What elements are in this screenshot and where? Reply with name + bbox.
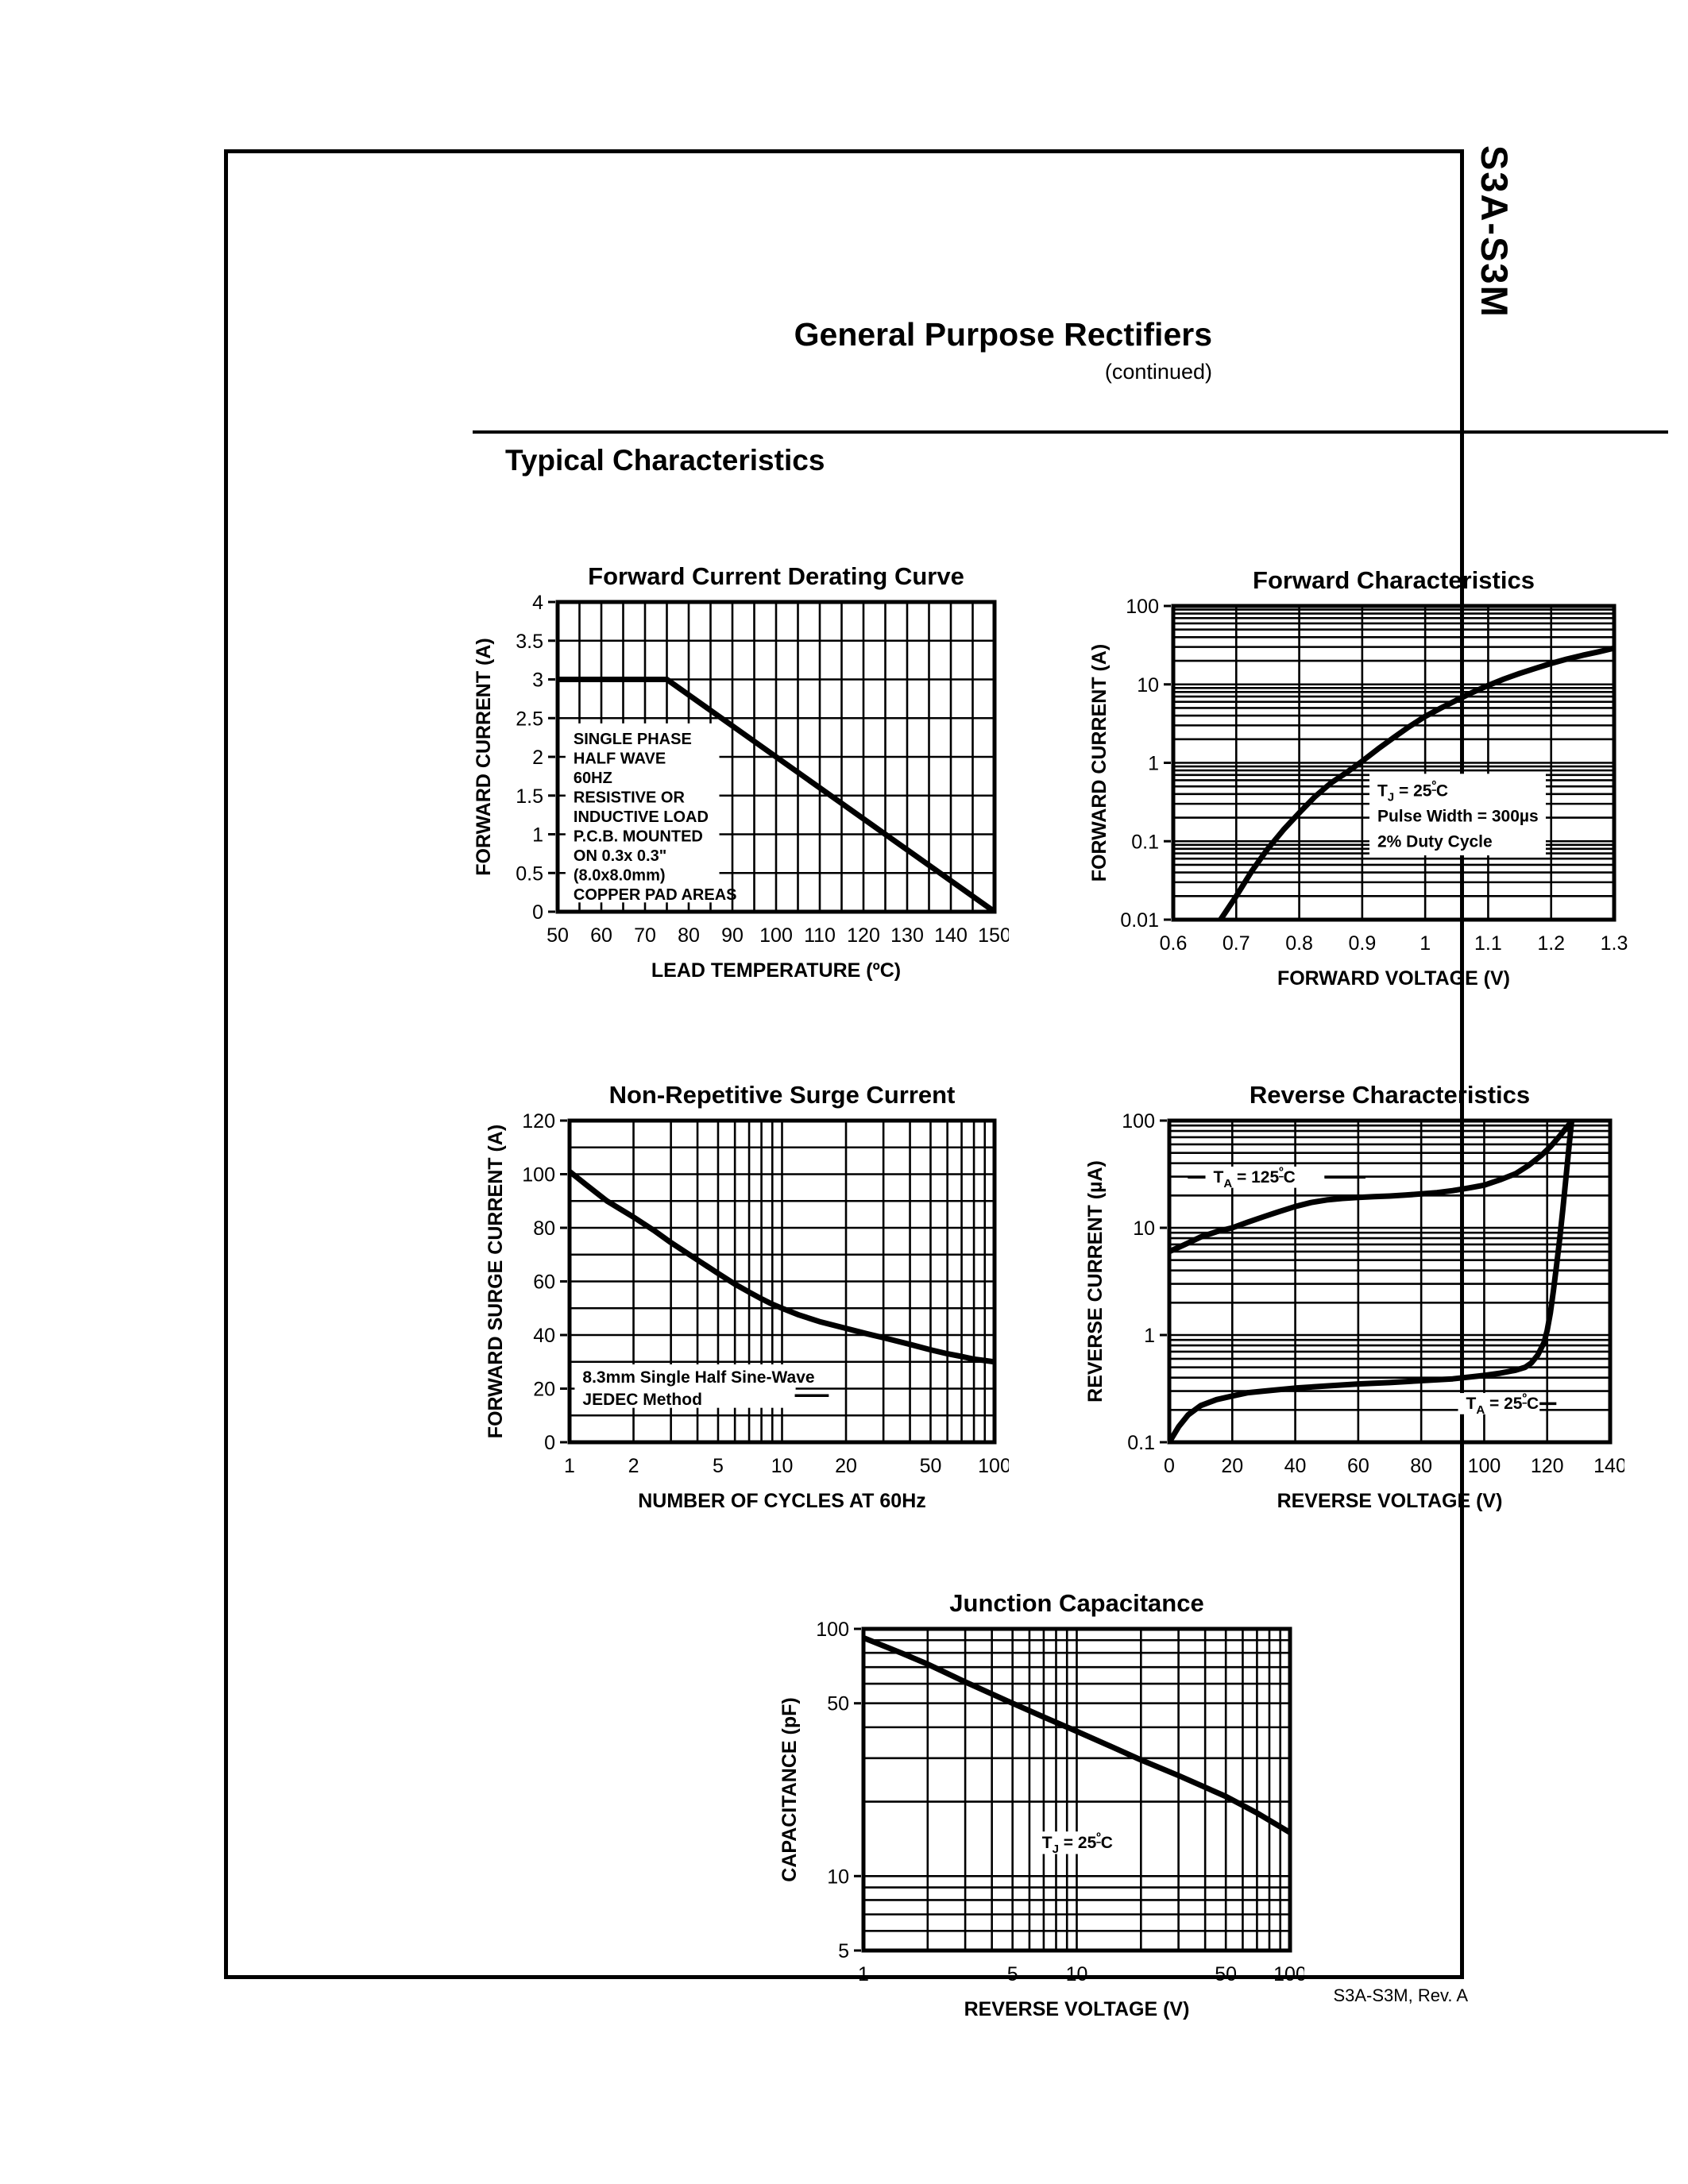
- x-tick-label: 0.8: [1285, 932, 1313, 955]
- x-tick-label: 100: [759, 924, 793, 947]
- annotation-text: P.C.B. MOUNTED: [573, 828, 703, 846]
- annotation-text: HALF WAVE: [573, 750, 666, 768]
- x-tick-label: 40: [1284, 1455, 1307, 1477]
- y-tick-label: 0: [532, 901, 543, 924]
- x-tick-label: 1.2: [1537, 932, 1566, 955]
- x-tick-label: 50: [1215, 1963, 1238, 1985]
- annotation-text: (8.0x8.0mm): [573, 866, 666, 885]
- x-tick-label: 20: [835, 1455, 857, 1477]
- x-tick-label: 0.9: [1348, 932, 1377, 955]
- y-tick-label: 10: [1133, 1217, 1155, 1240]
- annotation-text: 60HZ: [573, 769, 612, 787]
- x-tick-label: 0.7: [1222, 932, 1250, 955]
- y-tick-label: 10: [1137, 673, 1159, 696]
- annotation-text: Pulse Width = 300µs: [1377, 807, 1539, 826]
- annotation-text: $T_A = 125^ºC$: [1213, 1164, 1296, 1190]
- reverse-figure: [1078, 1071, 1624, 1536]
- y-tick-label: 1: [1144, 1325, 1155, 1347]
- x-tick-label: 10: [1065, 1963, 1088, 1985]
- y-tick-label: 3: [532, 669, 543, 692]
- forward-figure: [1082, 557, 1628, 1013]
- x-tick-label: 120: [847, 924, 880, 947]
- x-tick-label: 90: [721, 924, 744, 947]
- x-tick-label: 100: [1467, 1455, 1501, 1477]
- y-tick-label: 80: [533, 1217, 555, 1240]
- chart-title: Junction Capacitance: [949, 1589, 1204, 1617]
- y-tick-label: 100: [522, 1163, 555, 1187]
- header-divider: [473, 430, 1668, 434]
- chart-non-repetitive-surge-current: [478, 1071, 1009, 1536]
- annotation-text: JEDEC Method: [582, 1390, 702, 1409]
- annotation-text: COPPER PAD AREAS: [573, 886, 737, 904]
- x-tick-label: 5: [1006, 1963, 1018, 1985]
- footer-revision-text: S3A-S3M, Rev. A: [1333, 1985, 1468, 2005]
- x-tick-label: 100: [1273, 1963, 1304, 1985]
- y-tick-label: 1: [1148, 752, 1159, 775]
- chart-reverse-characteristics: [1078, 1071, 1624, 1536]
- x-tick-label: 1: [564, 1455, 575, 1477]
- x-tick-label: 60: [590, 924, 612, 947]
- side-part-number-label: S3A-S3M: [1474, 145, 1516, 318]
- page-title: General Purpose Rectifiers: [794, 316, 1212, 353]
- chart-forward-current-derating-curve: [466, 553, 1009, 1005]
- x-tick-label: 60: [1346, 1455, 1369, 1477]
- y-tick-label: 10: [827, 1866, 849, 1889]
- y-tick-label: 4: [532, 592, 543, 614]
- page-subtitle: (continued): [1104, 360, 1212, 384]
- section-title: Typical Characteristics: [505, 444, 825, 477]
- y-axis-label: REVERSE CURRENT (µA): [1084, 1160, 1107, 1403]
- y-tick-label: 0.1: [1131, 831, 1159, 854]
- x-axis-label: LEAD TEMPERATURE (ºC): [651, 959, 902, 982]
- y-axis-label: CAPACITANCE (pF): [778, 1697, 801, 1882]
- chart-title: Reverse Characteristics: [1249, 1081, 1531, 1109]
- surge-figure: [478, 1071, 1009, 1536]
- x-tick-label: 1: [858, 1963, 869, 1985]
- x-tick-label: 80: [678, 924, 700, 947]
- y-tick-label: 2: [532, 747, 543, 769]
- x-tick-label: 0.6: [1159, 932, 1188, 955]
- x-tick-label: 50: [547, 924, 569, 947]
- annotation-text: SINGLE PHASE: [573, 730, 692, 748]
- x-tick-label: 2: [628, 1455, 639, 1477]
- annotation-text: $T_A = 25^ºC$: [1466, 1391, 1539, 1418]
- y-tick-label: 120: [522, 1110, 555, 1133]
- chart-forward-characteristics: [1082, 557, 1628, 1013]
- y-tick-label: 3.5: [516, 630, 543, 653]
- x-axis-label: FORWARD VOLTAGE (V): [1277, 967, 1511, 990]
- x-tick-label: 10: [771, 1455, 794, 1477]
- derating-figure: [466, 553, 1009, 1005]
- annotation-text: INDUCTIVE LOAD: [573, 808, 709, 826]
- x-tick-label: 20: [1221, 1455, 1244, 1477]
- annotation-text: 2% Duty Cycle: [1377, 832, 1493, 851]
- y-tick-label: 100: [816, 1619, 849, 1641]
- y-tick-label: 0.01: [1120, 909, 1159, 932]
- y-tick-label: 0: [544, 1432, 555, 1454]
- x-tick-label: 100: [978, 1455, 1009, 1477]
- x-tick-label: 130: [890, 924, 924, 947]
- y-tick-label: 0.1: [1127, 1432, 1155, 1454]
- y-tick-label: 2.5: [516, 708, 543, 731]
- chart-title: Non-Repetitive Surge Current: [608, 1081, 956, 1109]
- y-axis-label: FORWARD CURRENT (A): [473, 638, 495, 876]
- x-tick-label: 50: [919, 1455, 942, 1477]
- y-tick-label: 60: [533, 1271, 555, 1294]
- chart-title: Forward Characteristics: [1253, 566, 1535, 594]
- x-tick-label: 1: [1420, 932, 1431, 955]
- y-tick-label: 5: [838, 1940, 849, 1962]
- y-tick-label: 40: [533, 1325, 555, 1347]
- y-axis-label: FORWARD CURRENT (A): [1088, 643, 1111, 882]
- capacitance-figure: [772, 1580, 1304, 2044]
- y-tick-label: 100: [1122, 1110, 1155, 1133]
- x-tick-label: 120: [1530, 1455, 1564, 1477]
- x-tick-label: 150: [978, 924, 1009, 947]
- x-tick-label: 0: [1164, 1455, 1175, 1477]
- chart-junction-capacitance: [772, 1580, 1304, 2044]
- annotation-text: 8.3mm Single Half Sine-Wave: [582, 1368, 815, 1387]
- y-axis-label: FORWARD SURGE CURRENT (A): [485, 1124, 507, 1439]
- x-tick-label: 1.3: [1600, 932, 1628, 955]
- x-tick-label: 140: [1593, 1455, 1624, 1477]
- x-tick-label: 70: [634, 924, 656, 947]
- y-tick-label: 1: [532, 824, 543, 847]
- x-tick-label: 140: [934, 924, 968, 947]
- x-tick-label: 1.1: [1474, 932, 1502, 955]
- x-tick-label: 110: [804, 924, 836, 947]
- y-tick-label: 50: [827, 1692, 849, 1715]
- y-tick-label: 0.5: [516, 862, 543, 886]
- chart-title: Forward Current Derating Curve: [588, 562, 964, 590]
- annotation-text: ON 0.3x 0.3": [573, 847, 667, 865]
- x-tick-label: 5: [713, 1455, 724, 1477]
- x-tick-label: 80: [1410, 1455, 1433, 1477]
- x-axis-label: NUMBER OF CYCLES AT 60Hz: [638, 1490, 926, 1512]
- annotation-text: RESISTIVE OR: [573, 789, 685, 807]
- y-tick-label: 20: [533, 1378, 555, 1401]
- annotation-text: $T_J = 25^ºC$: [1377, 778, 1449, 805]
- x-axis-label: REVERSE VOLTAGE (V): [1277, 1490, 1503, 1512]
- y-tick-label: 100: [1126, 596, 1159, 618]
- y-tick-label: 1.5: [516, 785, 543, 808]
- annotation-text: $T_J = 25^ºC$: [1041, 1831, 1113, 1857]
- x-axis-label: REVERSE VOLTAGE (V): [964, 1998, 1190, 2020]
